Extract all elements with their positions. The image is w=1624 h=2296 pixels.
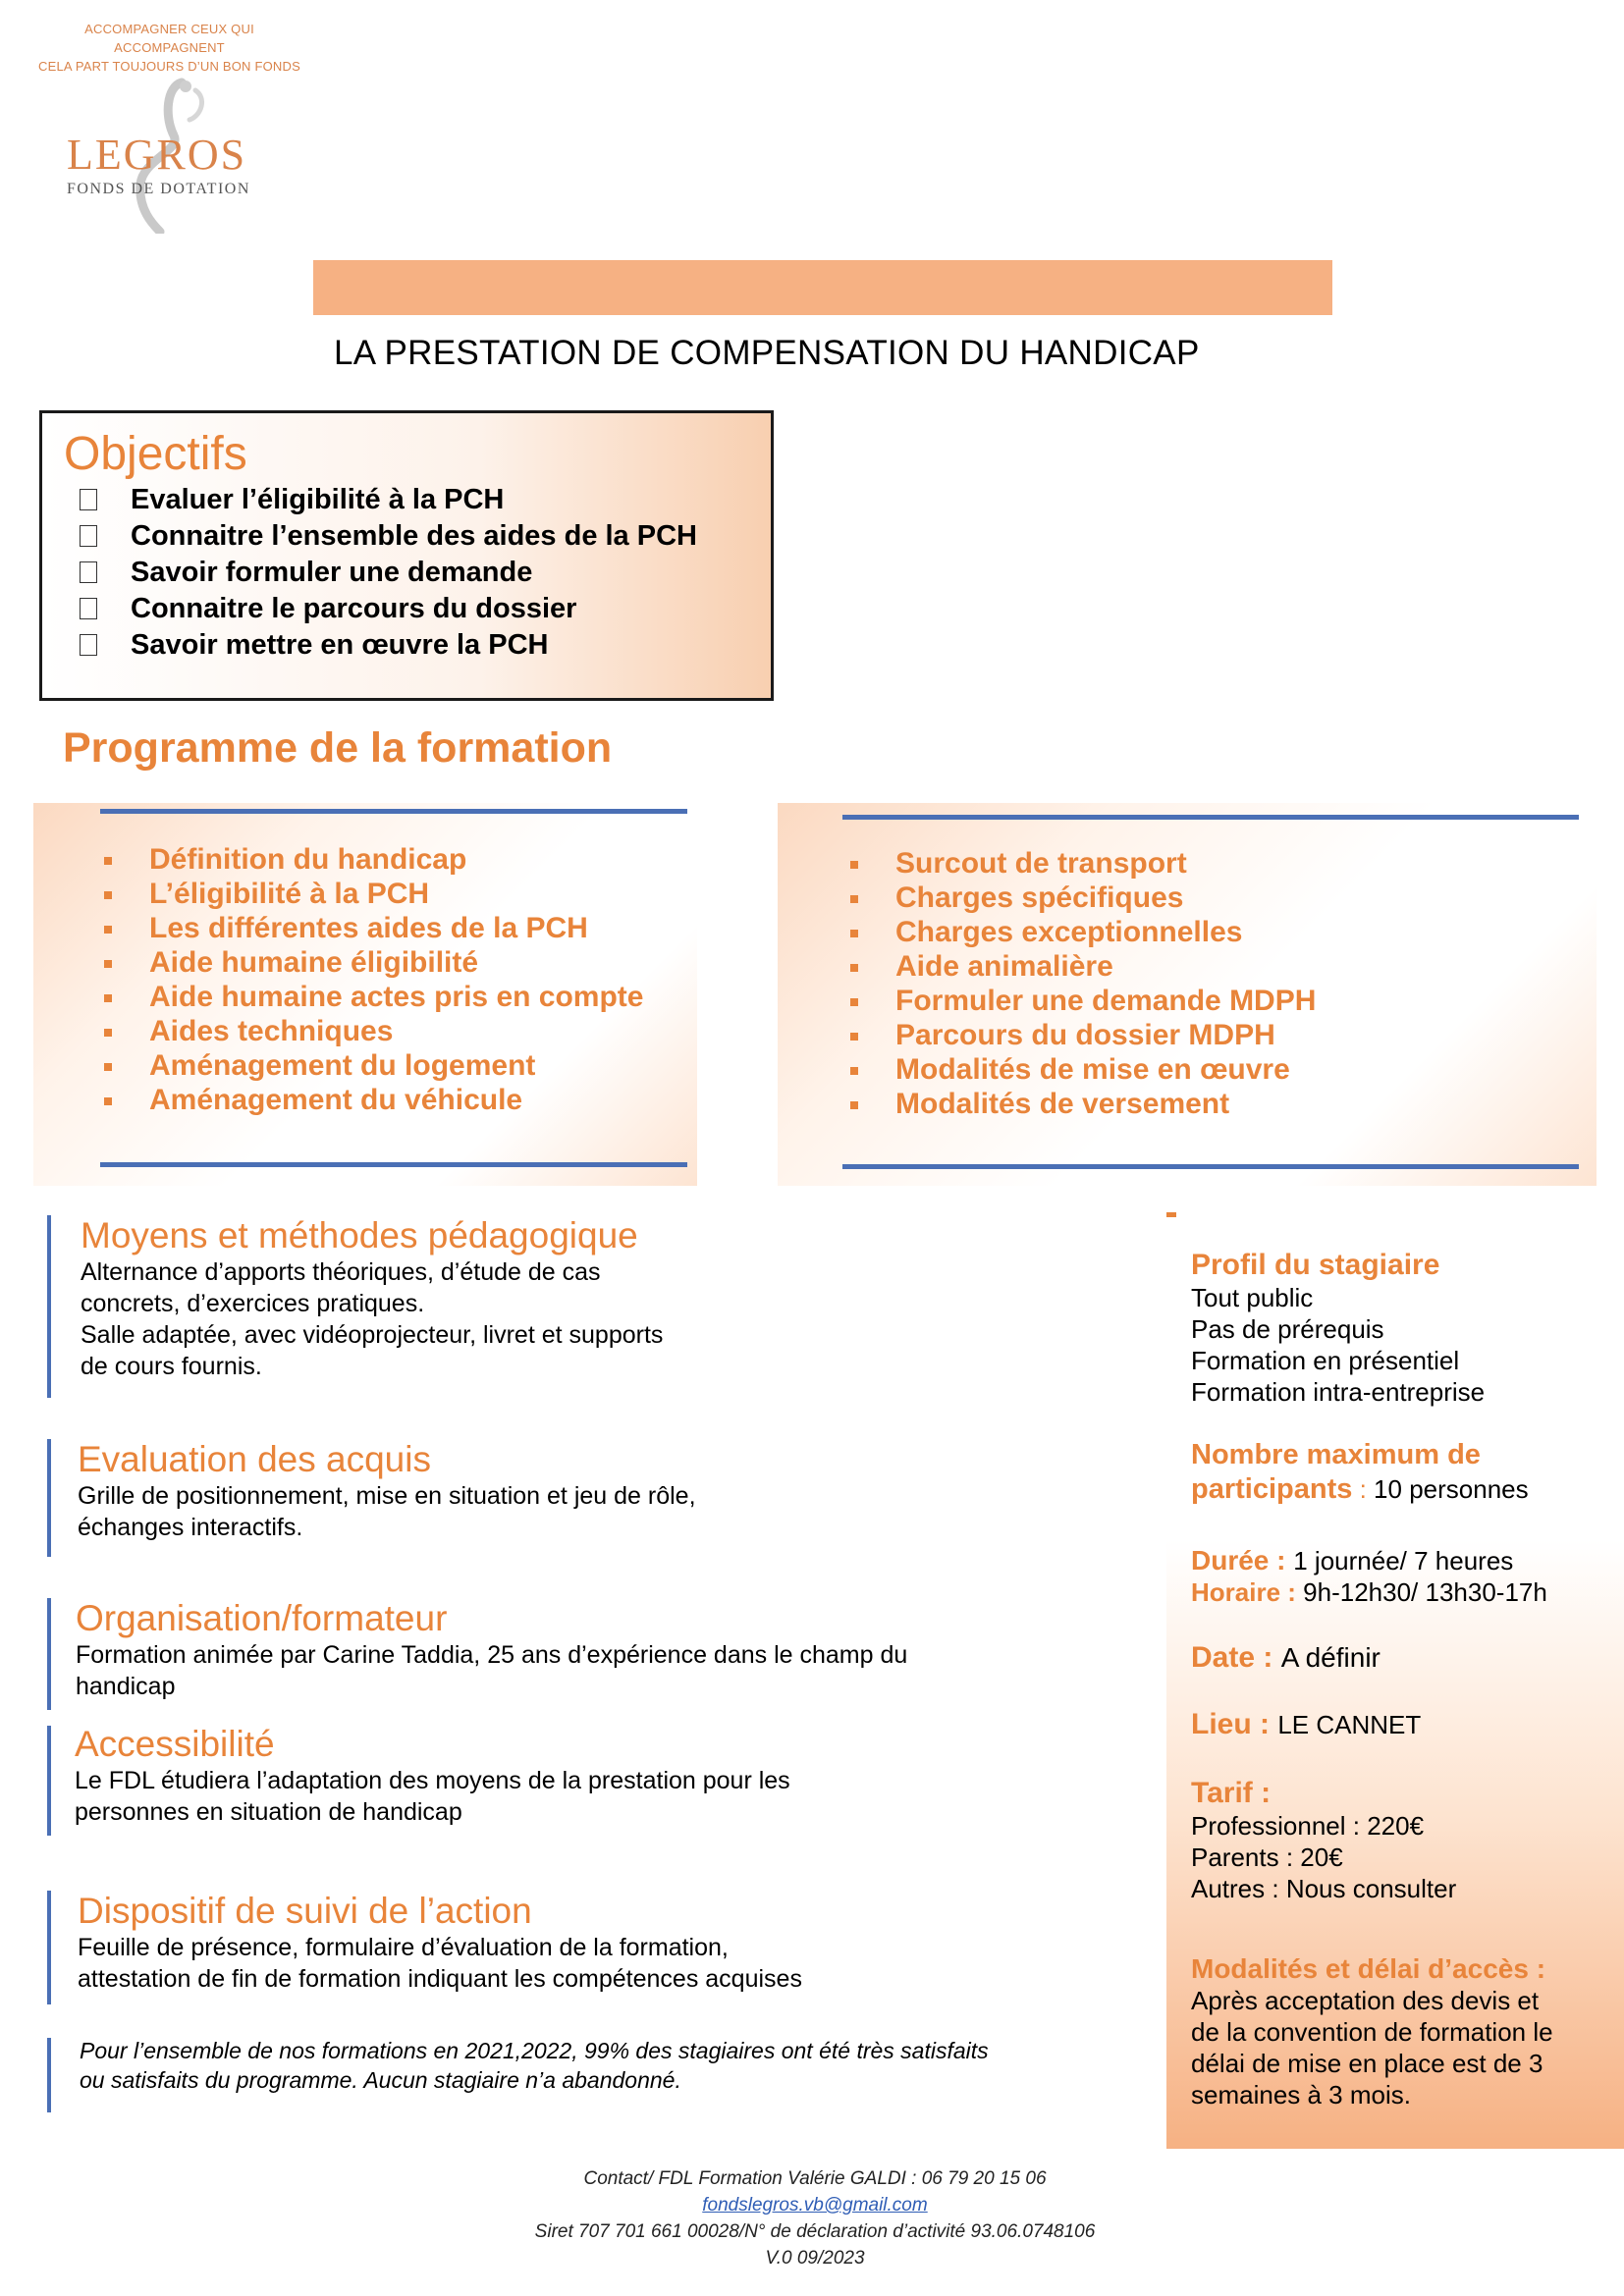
section-text: Le FDL étudiera l’adaptation des moyens de la prestation pour les — [75, 1767, 790, 1794]
section-text: Grille de positionnement, mise en situation et jeu de rôle, — [78, 1482, 696, 1510]
participants-title: Nombre maximum de — [1191, 1439, 1481, 1470]
modalites-line: Après acceptation des devis et — [1191, 1986, 1540, 2015]
tarif-line: Professionnel : 220€ — [1191, 1811, 1425, 1841]
section-rule — [47, 1215, 51, 1398]
participants-block — [1191, 1439, 1529, 1512]
bullet-icon — [104, 857, 112, 865]
footer-email-link[interactable]: fondslegros.vb@gmail.com — [702, 2195, 928, 2216]
list-item: Parcours du dossier MDPH — [850, 1018, 1316, 1052]
section-moyens — [81, 1215, 663, 1382]
section-accessibilite — [75, 1724, 790, 1828]
objectives-list — [80, 482, 697, 664]
section-title: Accessibilité — [75, 1724, 275, 1764]
tarif-line: Parents : 20€ — [1191, 1842, 1343, 1872]
tarif-title: Tarif : — [1191, 1777, 1272, 1809]
duree-value: 1 journée/ 7 heures — [1293, 1546, 1514, 1575]
list-item: Modalités de versement — [850, 1087, 1316, 1121]
horaire-value: 9h-12h30/ 13h30-17h — [1303, 1577, 1547, 1607]
list-item: Evaluer l’éligibilité à la PCH — [80, 482, 697, 518]
section-text: Formation animée par Carine Taddia, 25 ans d’expérience dans le champ du — [76, 1641, 908, 1669]
list-item: Modalités de mise en œuvre — [850, 1052, 1316, 1087]
participants-separator: : — [1352, 1474, 1375, 1504]
modalites-line: délai de mise en place est de 3 — [1191, 2049, 1543, 2078]
checkbox-icon — [80, 489, 97, 510]
logo-subtitle: FONDS DE DOTATION — [67, 181, 250, 197]
tagline — [29, 20, 309, 76]
title-band — [313, 260, 1332, 315]
footer-siret: Siret 707 701 661 00028/N° de déclaration d’activité 93.06.0748106 — [534, 2221, 1096, 2242]
list-item: Surcout de transport — [850, 846, 1316, 881]
duree-label: Durée : — [1191, 1545, 1294, 1575]
lieu-block — [1191, 1708, 1421, 1741]
programme-heading: Programme de la formation — [63, 724, 613, 772]
list-item: L’éligibilité à la PCH — [104, 877, 643, 911]
bullet-icon — [104, 926, 112, 934]
lieu-label: Lieu : — [1191, 1708, 1278, 1740]
programme-right-panel — [778, 803, 1597, 1186]
bullet-icon — [850, 998, 858, 1006]
list-item: Aide humaine éligibilité — [104, 945, 643, 980]
checkbox-icon — [80, 561, 97, 583]
bullet-icon — [104, 994, 112, 1002]
programme-left-list — [104, 842, 643, 1117]
section-text: Alternance d’apports théoriques, d’étude de cas — [81, 1258, 601, 1286]
bullet-icon — [850, 1033, 858, 1041]
checkbox-icon — [80, 598, 97, 619]
section-organisation — [76, 1598, 907, 1702]
programme-left-panel — [33, 803, 697, 1186]
section-title: Dispositif de suivi de l’action — [78, 1891, 532, 1931]
list-item: Les différentes aides de la PCH — [104, 911, 643, 945]
objectives-heading: Objectifs — [64, 428, 247, 480]
section-title: Moyens et méthodes pédagogique — [81, 1215, 638, 1255]
footer-contact: Contact/ FDL Formation Valérie GALDI : 06 79 20 15 06 — [583, 2168, 1047, 2189]
section-rule — [47, 2038, 51, 2112]
duree-block — [1191, 1545, 1547, 1608]
section-rule — [47, 1891, 51, 2004]
section-text: personnes en situation de handicap — [75, 1798, 462, 1826]
lieu-value: LE CANNET — [1277, 1710, 1422, 1739]
bullet-icon — [850, 964, 858, 972]
section-rule — [47, 1439, 51, 1557]
legros-logo — [54, 77, 260, 234]
bullet-icon — [850, 861, 858, 869]
note-text: ou satisfaits du programme. Aucun stagiaire n’a abandonné. — [80, 2067, 681, 2093]
programme-right-list — [850, 846, 1316, 1121]
list-item: Aide animalière — [850, 949, 1316, 984]
profil-line: Formation en présentiel — [1191, 1346, 1460, 1375]
section-text: échanges interactifs. — [78, 1514, 303, 1541]
modalites-title: Modalités et délai d’accès : — [1191, 1953, 1546, 1984]
tagline-line-2: CELA PART TOUJOURS D’UN BON FONDS — [38, 59, 300, 74]
list-item: Définition du handicap — [104, 842, 643, 877]
list-item: Aménagement du logement — [104, 1048, 643, 1083]
modalites-block — [1191, 1953, 1553, 2110]
section-rule — [47, 1726, 51, 1836]
list-item: Charges spécifiques — [850, 881, 1316, 915]
divider — [100, 809, 687, 814]
list-item: Connaitre le parcours du dossier — [80, 591, 697, 627]
tagline-line-1: ACCOMPAGNER CEUX QUI ACCOMPAGNENT — [84, 22, 254, 55]
objectives-box — [39, 410, 774, 701]
bullet-icon — [850, 1101, 858, 1109]
section-text: Salle adaptée, avec vidéoprojecteur, livret et supports — [81, 1321, 664, 1349]
date-block — [1191, 1641, 1380, 1675]
satisfaction-note — [80, 2036, 989, 2095]
participants-label: participants — [1191, 1473, 1353, 1505]
section-title: Organisation/formateur — [76, 1598, 448, 1638]
divider — [100, 1162, 687, 1167]
tarif-line: Autres : Nous consulter — [1191, 1874, 1457, 1903]
logo-name: LEGROS — [67, 131, 247, 179]
modalites-line: de la convention de formation le — [1191, 2017, 1553, 2047]
list-item: Connaitre l’ensemble des aides de la PCH — [80, 518, 697, 555]
section-title: Evaluation des acquis — [78, 1439, 431, 1479]
date-value: A définir — [1280, 1642, 1380, 1673]
section-text: attestation de fin de formation indiquant les compétences acquises — [78, 1965, 802, 1993]
divider — [842, 1164, 1579, 1169]
profil-line: Formation intra-entreprise — [1191, 1377, 1486, 1407]
horaire-label: Horaire : — [1191, 1577, 1304, 1607]
checkbox-icon — [80, 525, 97, 547]
list-item: Savoir mettre en œuvre la PCH — [80, 627, 697, 664]
list-item: Formuler une demande MDPH — [850, 984, 1316, 1018]
list-item: Savoir formuler une demande — [80, 555, 697, 591]
bullet-icon — [104, 960, 112, 968]
footer — [344, 2165, 1286, 2271]
section-evaluation — [78, 1439, 696, 1543]
section-dispositif — [78, 1891, 802, 1995]
bullet-icon — [104, 1097, 112, 1105]
list-item: Aménagement du véhicule — [104, 1083, 643, 1117]
section-rule — [47, 1598, 51, 1710]
section-text: concrets, d’exercices pratiques. — [81, 1290, 425, 1317]
list-item: Aides techniques — [104, 1014, 643, 1048]
section-text: handicap — [76, 1673, 176, 1700]
bullet-icon — [850, 895, 858, 903]
note-text: Pour l’ensemble de nos formations en 2021,2022, 99% des stagiaires ont été très satisfaits — [80, 2038, 989, 2063]
profil-title: Profil du stagiaire — [1191, 1249, 1440, 1281]
section-text: de cours fournis. — [81, 1353, 262, 1380]
list-item: Charges exceptionnelles — [850, 915, 1316, 949]
profil-line: Tout public — [1191, 1283, 1314, 1312]
checkbox-icon — [80, 634, 97, 656]
bullet-icon — [104, 1029, 112, 1037]
divider — [842, 815, 1579, 820]
corner-mark — [1166, 1212, 1176, 1217]
bullet-icon — [850, 1067, 858, 1075]
footer-version: V.0 09/2023 — [765, 2248, 865, 2269]
profil-block — [1191, 1249, 1485, 1408]
page-title: LA PRESTATION DE COMPENSATION DU HANDICAP — [334, 334, 1200, 372]
bullet-icon — [104, 891, 112, 899]
list-item: Aide humaine actes pris en compte — [104, 980, 643, 1014]
profil-line: Pas de prérequis — [1191, 1314, 1384, 1344]
date-label: Date : — [1191, 1641, 1281, 1674]
bullet-icon — [104, 1063, 112, 1071]
modalites-line: semaines à 3 mois. — [1191, 2080, 1411, 2109]
participants-value: 10 personnes — [1374, 1474, 1529, 1504]
bullet-icon — [850, 930, 858, 937]
tarif-block — [1191, 1777, 1456, 1904]
section-text: Feuille de présence, formulaire d’évaluation de la formation, — [78, 1934, 729, 1961]
